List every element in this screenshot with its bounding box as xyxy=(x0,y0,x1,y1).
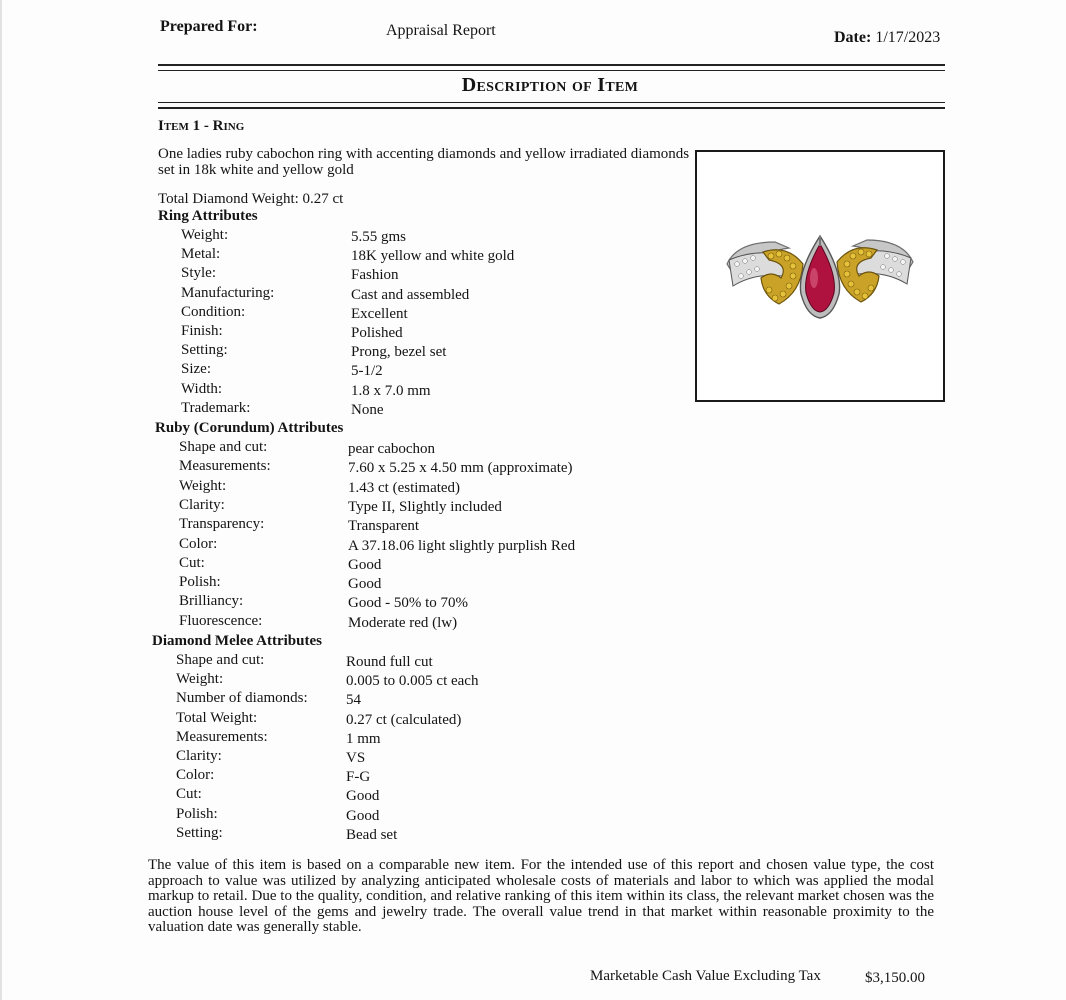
attribute-label: Brilliancy: xyxy=(179,593,244,610)
attribute-label: Measurements: xyxy=(176,728,268,745)
attribute-value: 5-1/2 xyxy=(351,363,383,380)
attribute-value: Round full cut xyxy=(346,654,433,670)
attribute-label: Shape and cut: xyxy=(176,652,265,668)
attribute-label: Weight: xyxy=(179,477,227,494)
attribute-value: Good xyxy=(348,556,382,573)
attribute-label: Clarity: xyxy=(176,748,222,764)
attribute-value: Excellent xyxy=(351,305,408,322)
attribute-value: Cast and assembled xyxy=(351,286,470,303)
attribute-label: Weight: xyxy=(181,227,229,243)
attribute-label: Finish: xyxy=(181,323,223,339)
attribute-value: F-G xyxy=(346,769,371,786)
attribute-value: 0.005 to 0.005 ct each xyxy=(346,673,479,690)
bottom-rule-thin xyxy=(158,102,945,103)
date-label: Date: xyxy=(834,29,872,46)
attribute-value: VS xyxy=(346,750,366,766)
valuation-amount: $3,150.00 xyxy=(865,970,925,986)
attribute-label: Color: xyxy=(176,767,215,784)
attribute-label: Manufacturing: xyxy=(181,284,275,301)
ruby-attributes-heading: Ruby (Corundum) Attributes xyxy=(155,420,344,436)
attribute-value: Prong, bezel set xyxy=(351,344,447,361)
attribute-label: Polish: xyxy=(176,805,218,822)
top-rule-thin xyxy=(158,70,945,71)
attribute-label: Measurements: xyxy=(179,458,271,475)
bottom-rule xyxy=(158,107,945,109)
attribute-value: Bead set xyxy=(346,826,398,843)
item-description: One ladies ruby cabochon ring with accenting diamonds and yellow irradiated diamonds set in 18k white and yellow gold xyxy=(158,146,690,178)
ring-image xyxy=(697,152,943,400)
attribute-value: Polished xyxy=(351,325,403,341)
prepared-for-label: Prepared For: xyxy=(160,18,258,35)
item-title: Item 1 - Ring xyxy=(158,118,245,134)
total-diamond-weight: Total Diamond Weight: 0.27 ct xyxy=(158,191,344,207)
attribute-label: Cut: xyxy=(176,786,202,803)
ring-attributes-heading: Ring Attributes xyxy=(158,208,258,224)
attribute-label: Style: xyxy=(181,265,217,282)
attribute-value: Good xyxy=(346,788,380,805)
attribute-label: Color: xyxy=(179,535,218,552)
section-title: Description of Item xyxy=(461,74,639,96)
report-date xyxy=(834,29,940,47)
attribute-label: Transparency: xyxy=(179,516,265,533)
attribute-label: Total Weight: xyxy=(176,709,258,726)
attribute-label: Metal: xyxy=(181,246,221,263)
attribute-value: 7.60 x 5.25 x 4.50 mm (approximate) xyxy=(348,460,573,477)
ruby-highlight xyxy=(810,268,818,288)
attribute-label: Condition: xyxy=(181,303,246,320)
attribute-label: Fluorescence: xyxy=(179,612,263,629)
scan-edge xyxy=(0,0,2,1000)
top-rule xyxy=(158,64,945,66)
attribute-value: 5.55 gms xyxy=(351,229,407,245)
report-title: Appraisal Report xyxy=(386,22,496,39)
attribute-value: Fashion xyxy=(351,267,399,284)
attribute-value: 0.27 ct (calculated) xyxy=(346,711,462,728)
attribute-value: Transparent xyxy=(348,518,420,535)
attribute-value: Type II, Slightly included xyxy=(348,498,502,515)
attribute-value: A 37.18.06 light slightly purplish Red xyxy=(348,537,576,554)
attribute-value: Good xyxy=(348,576,382,593)
attribute-label: Width: xyxy=(181,380,223,397)
diamond-attributes-heading: Diamond Melee Attributes xyxy=(152,633,322,649)
attribute-label: Cut: xyxy=(179,554,205,571)
attribute-value: 54 xyxy=(346,692,361,709)
valuation-summary: The value of this item is based on a comparable new item. For the intended use of this report and chosen value type, the cost approach to value was utilized by analyzing anticipated wholesale costs of materials and labor to which was applied the modal markup to retail. Due to the quality, condition, and relative ranking of this item within its class, the relevant market chosen was the auction house level of the gems and jewelry trade. The overall value trend in that market within reasonable proximity to the valuation date was generally stable. xyxy=(148,857,934,935)
attribute-label: Setting: xyxy=(181,342,228,359)
attribute-value: 1 mm xyxy=(346,730,381,747)
attribute-label: Size: xyxy=(181,361,211,378)
date-value: 1/17/2023 xyxy=(875,29,941,46)
attribute-label: Weight: xyxy=(176,671,224,688)
attribute-value: None xyxy=(351,401,384,418)
attribute-label: Trademark: xyxy=(181,399,251,416)
attribute-label: Polish: xyxy=(179,574,221,591)
attribute-label: Shape and cut: xyxy=(179,439,268,455)
valuation-label: Marketable Cash Value Excluding Tax xyxy=(590,968,821,984)
ring-photo xyxy=(695,150,945,402)
attribute-label: Number of diamonds: xyxy=(176,690,308,707)
attribute-value: pear cabochon xyxy=(348,441,436,457)
attribute-value: Good xyxy=(346,807,380,824)
attribute-value: 1.8 x 7.0 mm xyxy=(351,382,431,399)
attribute-value: 18K yellow and white gold xyxy=(351,248,515,265)
attribute-value: Good - 50% to 70% xyxy=(348,595,468,612)
attribute-value: 1.43 ct (estimated) xyxy=(348,479,461,496)
attribute-label: Setting: xyxy=(176,824,223,841)
attribute-label: Clarity: xyxy=(179,496,225,513)
attribute-value: Moderate red (lw) xyxy=(348,614,458,631)
